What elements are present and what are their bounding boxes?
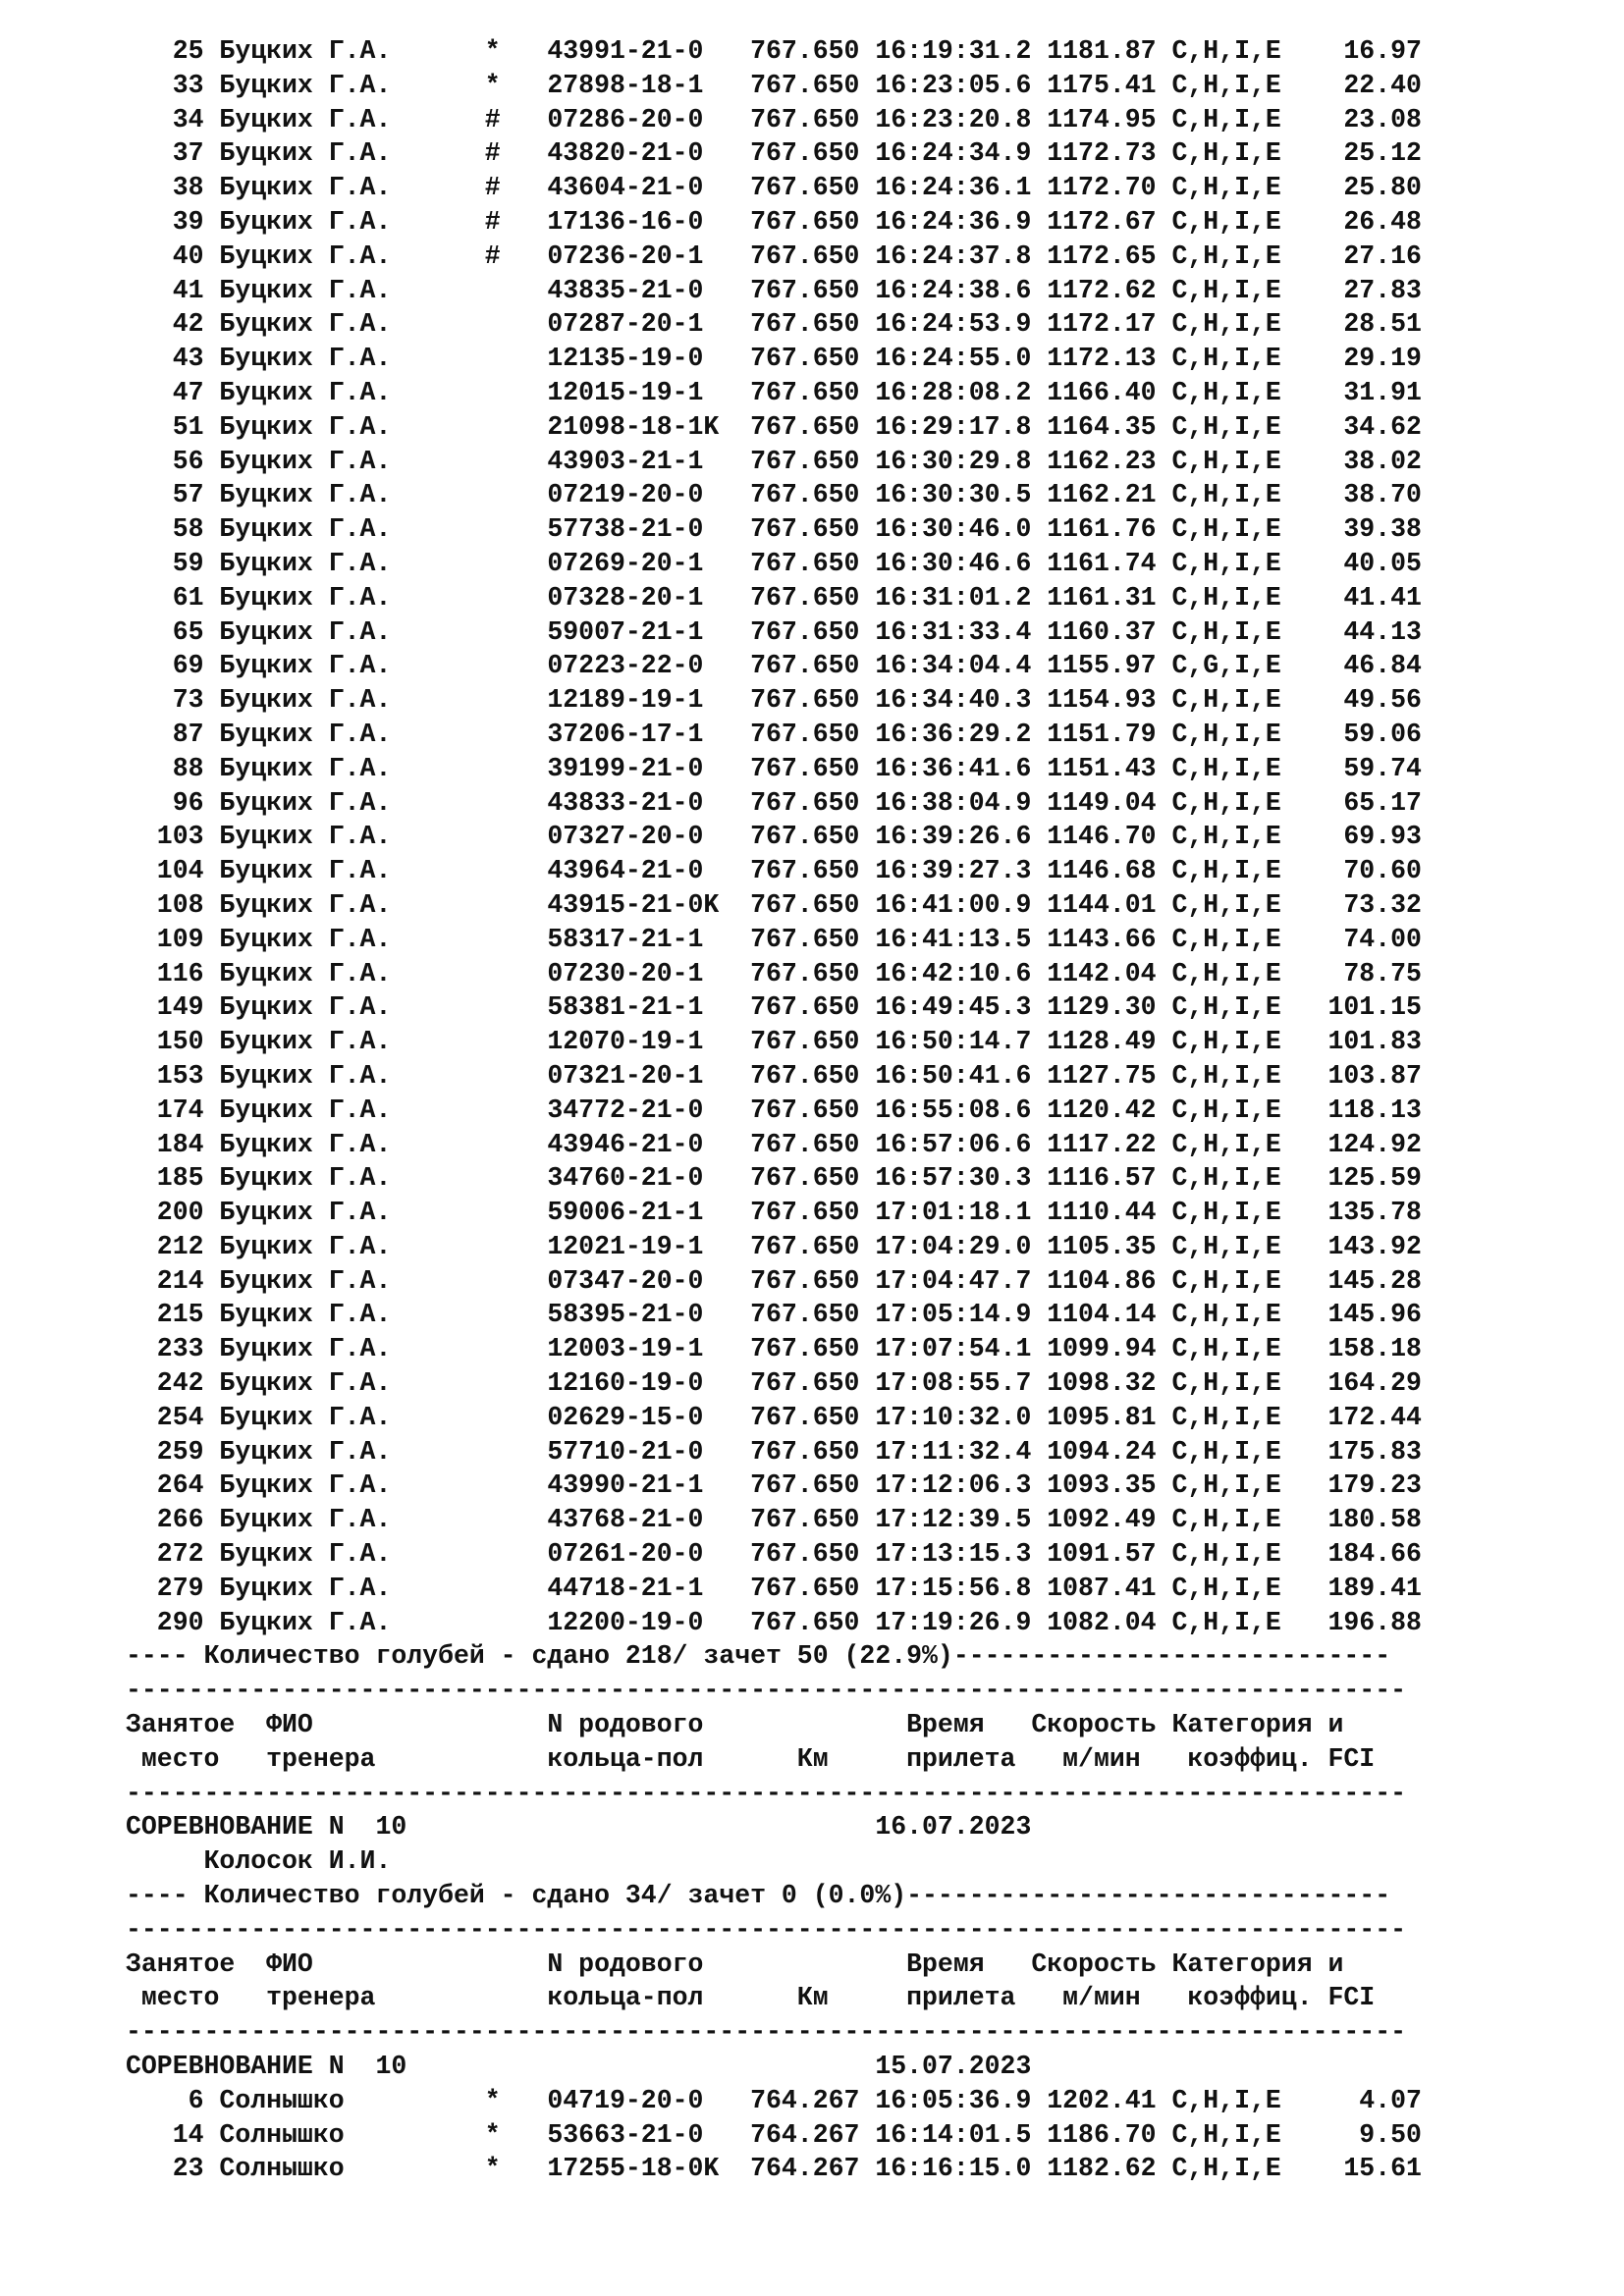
text-line: 103 Буцких Г.А. 07327-20-0 767.650 16:39:26.6 1146.70 C,H,I,E 69.93	[126, 822, 1422, 852]
text-line: 109 Буцких Г.А. 58317-21-1 767.650 16:41:13.5 1143.66 C,H,I,E 74.00	[126, 924, 1422, 954]
text-line: 56 Буцких Г.А. 43903-21-1 767.650 16:30:29.8 1162.23 C,H,I,E 38.02	[126, 446, 1422, 476]
text-line: 279 Буцких Г.А. 44718-21-1 767.650 17:15:56.8 1087.41 C,H,I,E 189.41	[126, 1573, 1422, 1603]
text-line: ---- Количество голубей - сдано 218/ зачет 50 (22.9%)----------------------------	[126, 1641, 1391, 1672]
text-line: 150 Буцких Г.А. 12070-19-1 767.650 16:50:14.7 1128.49 C,H,I,E 101.83	[126, 1027, 1422, 1057]
text-line: 14 Солнышко * 53663-21-0 764.267 16:14:01.5 1186.70 C,H,I,E 9.50	[126, 2119, 1422, 2150]
text-line: 185 Буцких Г.А. 34760-21-0 767.650 16:57:30.3 1116.57 C,H,I,E 125.59	[126, 1163, 1422, 1194]
text-line: 69 Буцких Г.А. 07223-22-0 767.650 16:34:04.4 1155.97 C,G,I,E 46.84	[126, 651, 1422, 681]
text-line: 40 Буцких Г.А. # 07236-20-1 767.650 16:24:37.8 1172.65 C,H,I,E 27.16	[126, 240, 1422, 271]
text-line: 266 Буцких Г.А. 43768-21-0 767.650 17:12:39.5 1092.49 C,H,I,E 180.58	[126, 1505, 1422, 1535]
text-line: 42 Буцких Г.А. 07287-20-1 767.650 16:24:53.9 1172.17 C,H,I,E 28.51	[126, 309, 1422, 340]
text-line: 259 Буцких Г.А. 57710-21-0 767.650 17:11:32.4 1094.24 C,H,I,E 175.83	[126, 1436, 1422, 1467]
text-line: СОРЕВНОВАНИЕ N 10 15.07.2023	[126, 2052, 1032, 2082]
text-line: 73 Буцких Г.А. 12189-19-1 767.650 16:34:40.3 1154.93 C,H,I,E 49.56	[126, 685, 1422, 716]
text-line: 34 Буцких Г.А. # 07286-20-0 767.650 16:23:20.8 1174.95 C,H,I,E 23.08	[126, 104, 1422, 134]
text-line: 116 Буцких Г.А. 07230-20-1 767.650 16:42:10.6 1142.04 C,H,I,E 78.75	[126, 958, 1422, 988]
text-line: ----------------------------------------------------------------------------------	[126, 2017, 1407, 2048]
text-line: ----------------------------------------------------------------------------------	[126, 1778, 1407, 1808]
text-line: 65 Буцких Г.А. 59007-21-1 767.650 16:31:33.4 1160.37 C,H,I,E 44.13	[126, 616, 1422, 647]
text-line: 88 Буцких Г.А. 39199-21-0 767.650 16:36:41.6 1151.43 C,H,I,E 59.74	[126, 753, 1422, 783]
text-line: место тренера кольца-пол Км прилета м/мин коэффиц. FCI	[126, 1743, 1376, 1774]
text-line: 59 Буцких Г.А. 07269-20-1 767.650 16:30:46.6 1161.74 C,H,I,E 40.05	[126, 548, 1422, 578]
text-line: место тренера кольца-пол Км прилета м/мин коэффиц. FCI	[126, 1983, 1376, 2013]
text-line: 58 Буцких Г.А. 57738-21-0 767.650 16:30:46.0 1161.76 C,H,I,E 39.38	[126, 514, 1422, 545]
text-line: 43 Буцких Г.А. 12135-19-0 767.650 16:24:55.0 1172.13 C,H,I,E 29.19	[126, 344, 1422, 374]
text-line: Колосок И.И.	[126, 1846, 392, 1877]
text-line: Занятое ФИО N родового Время Скорость Категория и	[126, 1949, 1344, 1979]
text-line: 39 Буцких Г.А. # 17136-16-0 767.650 16:24:36.9 1172.67 C,H,I,E 26.48	[126, 206, 1422, 237]
text-line: 41 Буцких Г.А. 43835-21-0 767.650 16:24:38.6 1172.62 C,H,I,E 27.83	[126, 275, 1422, 305]
text-line: 200 Буцких Г.А. 59006-21-1 767.650 17:01:18.1 1110.44 C,H,I,E 135.78	[126, 1198, 1422, 1228]
text-line: 37 Буцких Г.А. # 43820-21-0 767.650 16:24:34.9 1172.73 C,H,I,E 25.12	[126, 138, 1422, 169]
text-line: 215 Буцких Г.А. 58395-21-0 767.650 17:05:14.9 1104.14 C,H,I,E 145.96	[126, 1300, 1422, 1330]
text-line: 184 Буцких Г.А. 43946-21-0 767.650 16:57:06.6 1117.22 C,H,I,E 124.92	[126, 1129, 1422, 1159]
text-line: 108 Буцких Г.А. 43915-21-0K 767.650 16:41:00.9 1144.01 C,H,I,E 73.32	[126, 889, 1422, 920]
text-line: 212 Буцких Г.А. 12021-19-1 767.650 17:04:29.0 1105.35 C,H,I,E 143.92	[126, 1231, 1422, 1261]
text-line: 242 Буцких Г.А. 12160-19-0 767.650 17:08:55.7 1098.32 C,H,I,E 164.29	[126, 1368, 1422, 1399]
text-line: 214 Буцких Г.А. 07347-20-0 767.650 17:04:47.7 1104.86 C,H,I,E 145.28	[126, 1265, 1422, 1296]
text-line: ----------------------------------------------------------------------------------	[126, 1914, 1407, 1945]
text-line: 57 Буцких Г.А. 07219-20-0 767.650 16:30:30.5 1162.21 C,H,I,E 38.70	[126, 480, 1422, 510]
text-line: 149 Буцких Г.А. 58381-21-1 767.650 16:49:45.3 1129.30 C,H,I,E 101.15	[126, 992, 1422, 1023]
text-line: ---- Количество голубей - сдано 34/ зачет 0 (0.0%)-------------------------------	[126, 1881, 1391, 1911]
text-line: 272 Буцких Г.А. 07261-20-0 767.650 17:13:15.3 1091.57 C,H,I,E 184.66	[126, 1539, 1422, 1570]
text-line: 254 Буцких Г.А. 02629-15-0 767.650 17:10:32.0 1095.81 C,H,I,E 172.44	[126, 1402, 1422, 1432]
text-line: 290 Буцких Г.А. 12200-19-0 767.650 17:19:26.9 1082.04 C,H,I,E 196.88	[126, 1607, 1422, 1637]
text-line: 104 Буцких Г.А. 43964-21-0 767.650 16:39:27.3 1146.68 C,H,I,E 70.60	[126, 856, 1422, 886]
text-line: 25 Буцких Г.А. * 43991-21-0 767.650 16:19:31.2 1181.87 C,H,I,E 16.97	[126, 36, 1422, 66]
text-line: Занятое ФИО N родового Время Скорость Категория и	[126, 1710, 1344, 1740]
text-line: 233 Буцких Г.А. 12003-19-1 767.650 17:07:54.1 1099.94 C,H,I,E 158.18	[126, 1334, 1422, 1364]
text-line: 153 Буцких Г.А. 07321-20-1 767.650 16:50:41.6 1127.75 C,H,I,E 103.87	[126, 1060, 1422, 1091]
text-line: 6 Солнышко * 04719-20-0 764.267 16:05:36.9 1202.41 C,H,I,E 4.07	[126, 2085, 1422, 2115]
text-line: ----------------------------------------------------------------------------------	[126, 1676, 1407, 1706]
text-line: СОРЕВНОВАНИЕ N 10 16.07.2023	[126, 1812, 1032, 1842]
text-line: 264 Буцких Г.А. 43990-21-1 767.650 17:12:06.3 1093.35 C,H,I,E 179.23	[126, 1470, 1422, 1501]
results-printout	[126, 34, 1422, 2186]
text-line: 96 Буцких Г.А. 43833-21-0 767.650 16:38:04.9 1149.04 C,H,I,E 65.17	[126, 787, 1422, 818]
text-line: 51 Буцких Г.А. 21098-18-1K 767.650 16:29:17.8 1164.35 C,H,I,E 34.62	[126, 411, 1422, 442]
text-line: 33 Буцких Г.А. * 27898-18-1 767.650 16:23:05.6 1175.41 C,H,I,E 22.40	[126, 70, 1422, 100]
text-line: 87 Буцких Г.А. 37206-17-1 767.650 16:36:29.2 1151.79 C,H,I,E 59.06	[126, 719, 1422, 749]
text-line: 38 Буцких Г.А. # 43604-21-0 767.650 16:24:36.1 1172.70 C,H,I,E 25.80	[126, 173, 1422, 203]
text-line: 47 Буцких Г.А. 12015-19-1 767.650 16:28:08.2 1166.40 C,H,I,E 31.91	[126, 377, 1422, 407]
text-line: 174 Буцких Г.А. 34772-21-0 767.650 16:55:08.6 1120.42 C,H,I,E 118.13	[126, 1095, 1422, 1125]
text-line: 23 Солнышко * 17255-18-0K 764.267 16:16:15.0 1182.62 C,H,I,E 15.61	[126, 2154, 1422, 2184]
text-line: 61 Буцких Г.А. 07328-20-1 767.650 16:31:01.2 1161.31 C,H,I,E 41.41	[126, 582, 1422, 613]
